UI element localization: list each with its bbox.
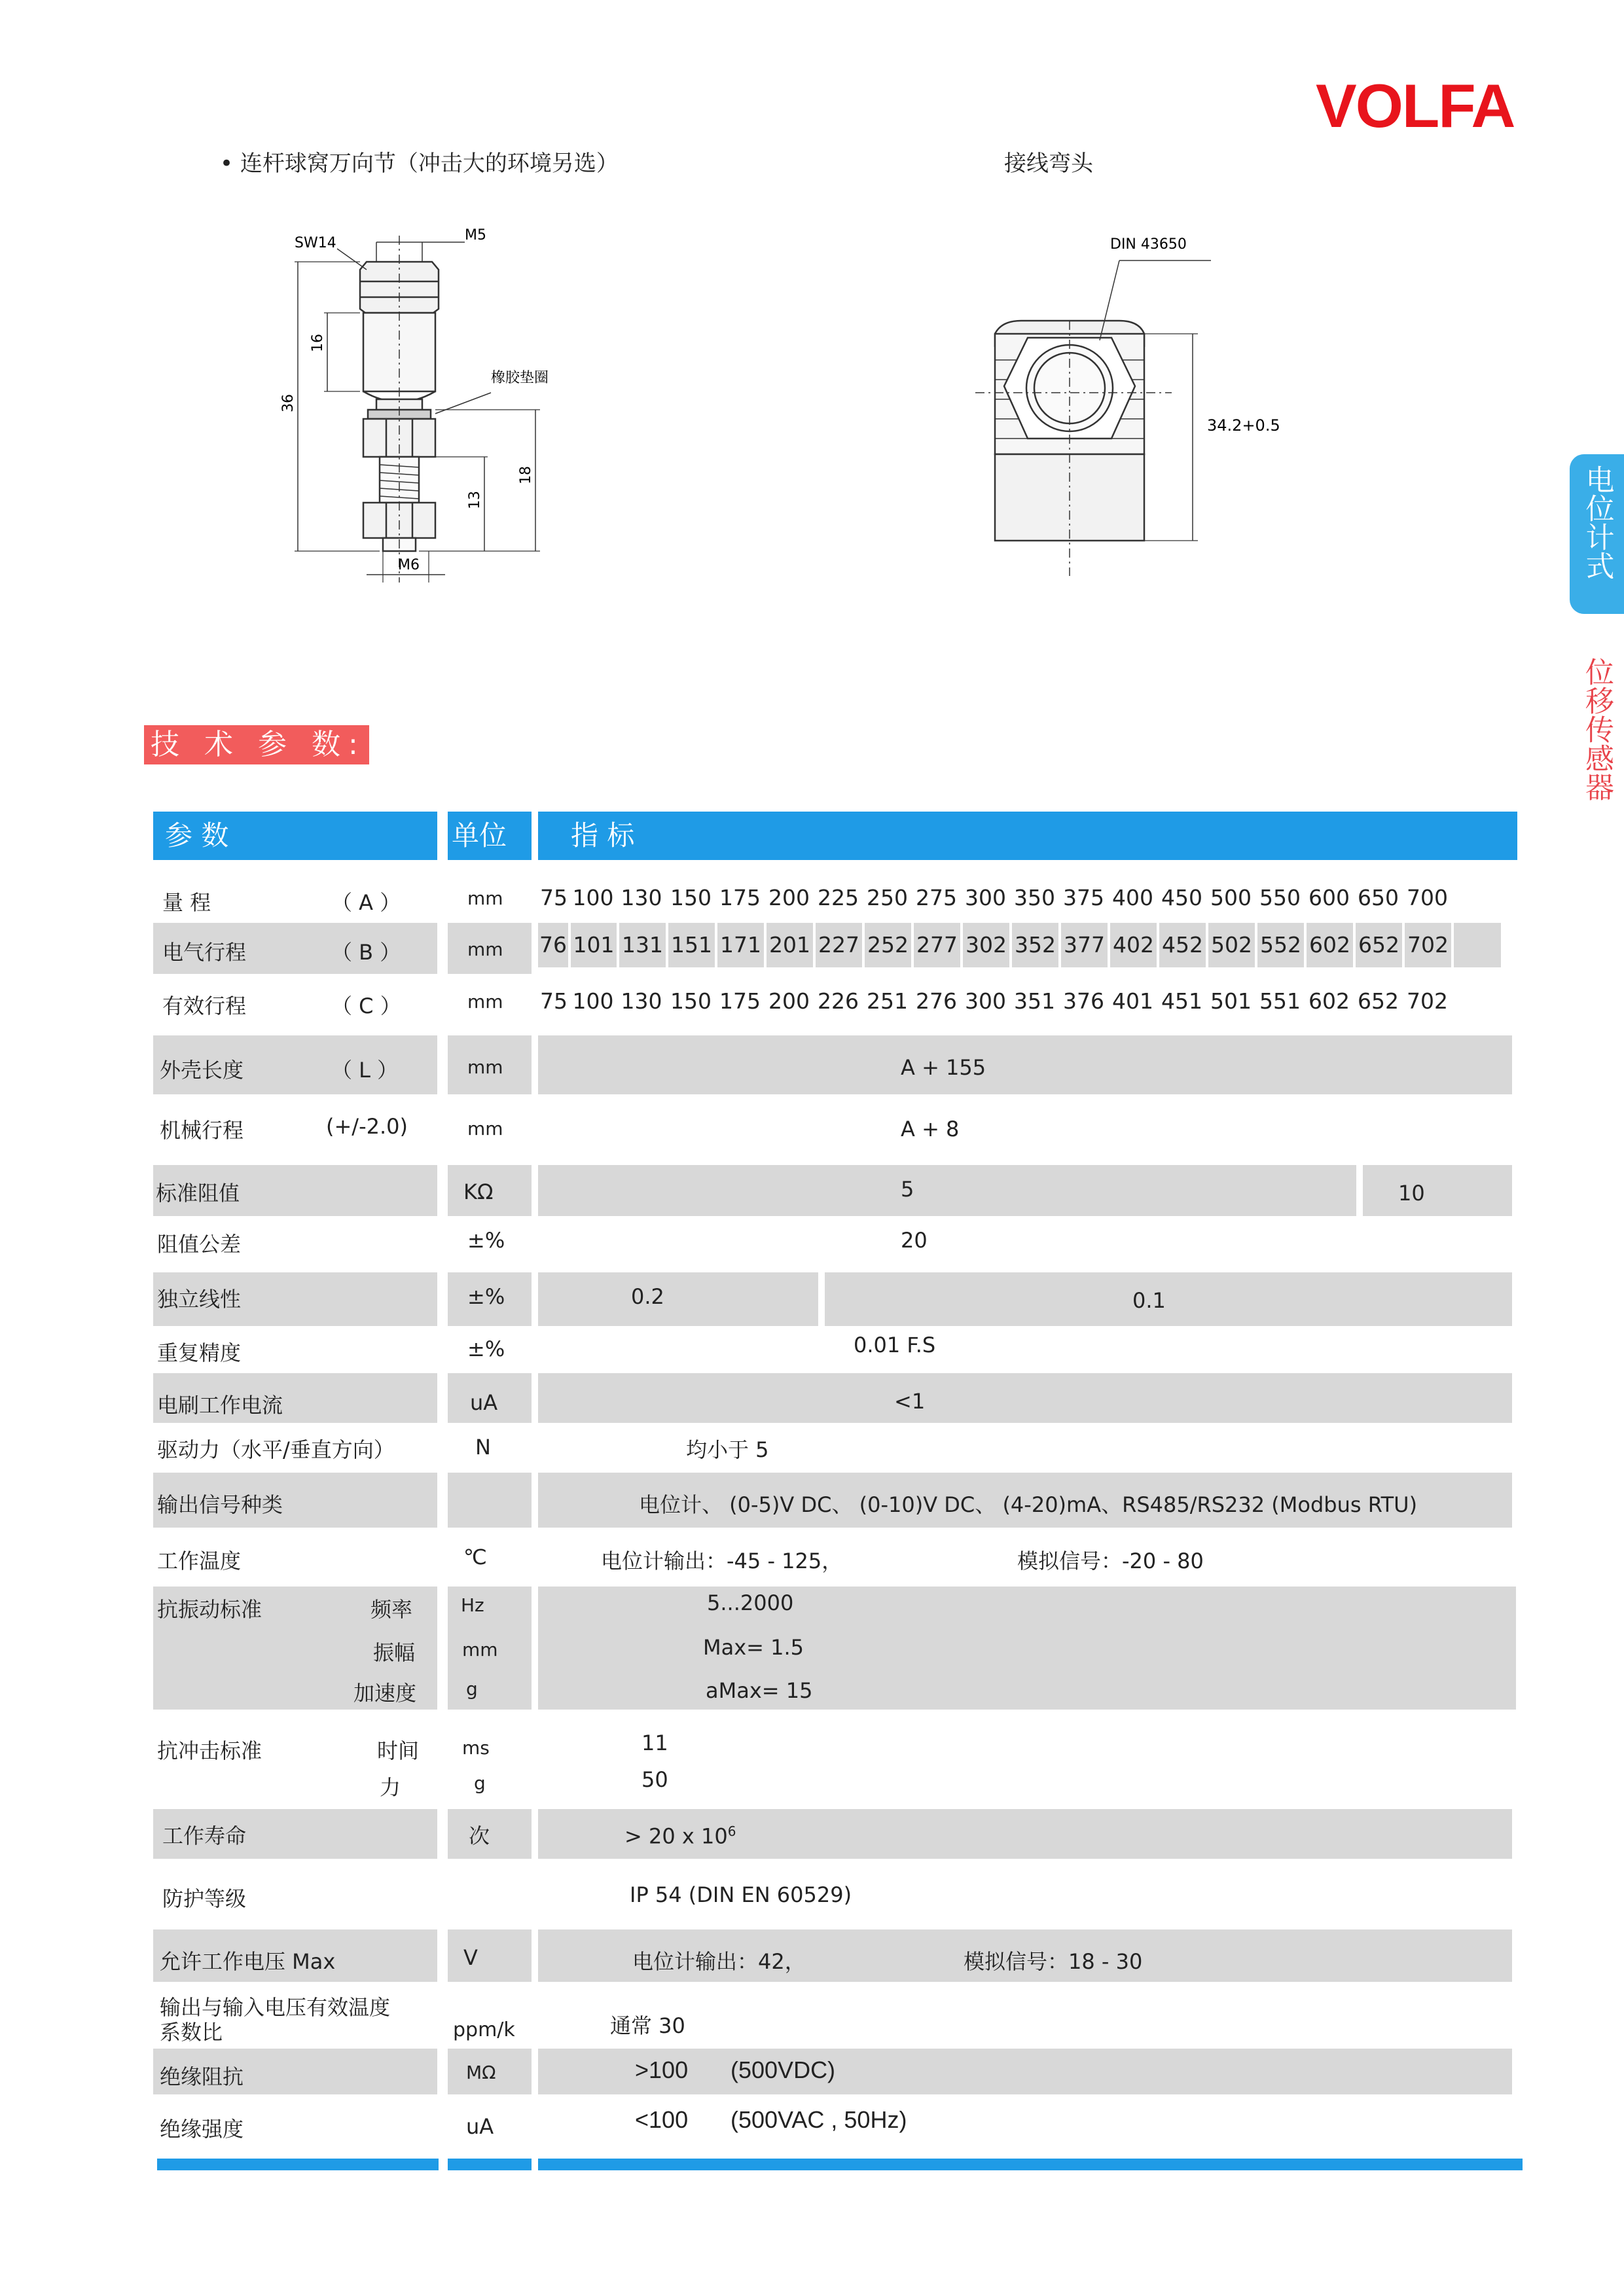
life-value [624,1823,736,1849]
length-label: 外壳长度 [160,1058,244,1083]
dim-18-label: 18 [518,466,534,484]
shock-time-label: 时间 [377,1738,420,1763]
life-value-exponent: 6 [727,1823,736,1839]
section-title: 技 术 参 数: [144,725,369,764]
tol-unit: ±% [467,1228,505,1253]
electrical-value: 652 [1356,923,1402,967]
range-value: 250 [867,885,908,910]
temp-label: 工作温度 [157,1549,242,1573]
volt-unit-cell [448,1929,532,1982]
length-value: A + 155 [901,1055,986,1080]
effective-value: 276 [916,988,957,1014]
electrical-value: 151 [668,923,715,967]
vib-value-cell [538,1587,1516,1710]
vib-freq-unit: Hz [461,1594,484,1616]
repeat-unit: ±% [467,1336,505,1361]
lin-value-0-2: 0.2 [631,1284,664,1309]
repeat-label: 重复精度 [157,1340,242,1365]
electrical-value: 227 [816,923,862,967]
electrical-value: 352 [1012,923,1058,967]
side-category-text [1574,657,1619,801]
resist-value-10: 10 [1398,1181,1425,1206]
tol-value: 20 [901,1228,928,1253]
volt-value-analog: 模拟信号：18 - 30 [964,1949,1143,1974]
electrical-code: （ B ） [331,940,401,965]
brand-logo: VOLFA [1316,71,1515,140]
electrical-value: 402 [1110,923,1157,967]
sw14-label: SW14 [295,235,336,251]
vib-accel-value: aMax= 15 [706,1678,813,1703]
effective-value: 100 [572,988,614,1014]
tc-unit: ppm/k [453,2018,515,2041]
dim-13-label: 13 [467,491,483,509]
effective-value: 351 [1014,988,1055,1014]
effective-unit: mm [467,991,503,1013]
insres-value: >100 [635,2056,689,2083]
tol-label: 阻值公差 [157,1232,242,1257]
tc-value: 通常 30 [610,2013,685,2038]
dim-16-label: 16 [310,334,326,352]
right-figure-caption: 接线弯头 [1004,151,1093,177]
effective-value: 702 [1407,988,1448,1014]
effective-label: 有效行程 [162,994,247,1018]
temp-value-potentiometer: 电位计输出：-45 - 125， [601,1549,843,1573]
connector-elbow-drawing [962,223,1329,589]
vib-freq-value: 5...2000 [707,1590,794,1615]
effective-code: （ C ） [331,994,401,1018]
tc-label-line2: 系数比 [160,2020,223,2045]
range-value: 300 [965,885,1006,910]
vib-accel-unit: g [466,1678,478,1700]
temp-unit: ℃ [463,1545,487,1570]
mech-unit: mm [467,1118,503,1139]
electrical-value-empty [1454,923,1501,967]
range-value: 550 [1259,885,1301,910]
range-value: 75 [540,885,568,910]
shock-force-label: 力 [380,1775,401,1800]
length-code: （ L ） [331,1058,399,1083]
range-unit: mm [467,888,503,909]
resist-label: 标准阻值 [156,1181,240,1206]
lin-value-0-1: 0.1 [1132,1288,1166,1313]
side-category-label: 位移传感器 [1580,657,1614,801]
electrical-label: 电气行程 [162,940,247,965]
electrical-value: 452 [1159,923,1206,967]
life-label: 工作寿命 [162,1823,247,1848]
electrical-value: 377 [1061,923,1108,967]
force-unit: N [475,1435,491,1460]
footer-bar-spec [538,2159,1523,2170]
effective-value: 300 [965,988,1006,1014]
length-unit: mm [467,1056,503,1078]
effective-value: 175 [719,988,761,1014]
shock-force-value: 50 [641,1767,668,1792]
electrical-value: 702 [1405,923,1451,967]
electrical-values [538,923,1504,967]
effective-value: 551 [1259,988,1301,1014]
dim-36-label: 36 [280,394,297,412]
rubber-washer-label: 橡胶垫圈 [491,370,549,386]
lin-value2-cell [825,1272,1512,1326]
range-value: 275 [916,885,957,910]
vib-accel-label: 加速度 [353,1681,417,1706]
vib-amplitude-label: 振幅 [373,1640,416,1665]
output-label: 输出信号种类 [157,1492,283,1517]
shock-time-unit: ms [462,1737,490,1759]
range-value: 700 [1407,885,1448,910]
header-unit: 单位 [448,812,532,860]
electrical-value: 201 [767,923,813,967]
vib-label: 抗振动标准 [157,1597,262,1622]
electrical-value: 76 [538,923,568,967]
electrical-value: 602 [1307,923,1353,967]
mech-value: A + 8 [901,1117,960,1141]
effective-value: 451 [1161,988,1202,1014]
length-value-cell [538,1035,1512,1094]
insstr-value: <100 [635,2106,689,2133]
range-value: 650 [1358,885,1399,910]
resist-value1-cell [538,1165,1356,1216]
range-label: 量 程 [162,890,211,915]
electrical-value: 302 [963,923,1009,967]
shock-time-value: 11 [641,1731,668,1755]
m5-label: M5 [465,227,486,243]
force-value: 均小于 5 [686,1437,769,1462]
electrical-value: 277 [914,923,960,967]
lin-value1-cell [538,1272,818,1326]
m6-label: M6 [398,557,420,573]
electrical-value: 171 [717,923,764,967]
life-value-base: > 20 x 10 [624,1823,728,1849]
insres-condition: (500VDC) [731,2056,836,2083]
effective-value: 401 [1112,988,1153,1014]
range-value: 175 [719,885,761,910]
range-value: 100 [572,885,614,910]
electrical-value: 131 [619,923,666,967]
mech-label: 机械行程 [160,1118,244,1143]
lin-label: 独立线性 [157,1287,242,1312]
resist-value2-cell [1363,1165,1512,1216]
ip-value: IP 54 (DIN EN 60529) [630,1882,852,1907]
effective-values [538,988,1452,1014]
mech-code: (+/-2.0) [326,1114,408,1139]
insstr-label: 绝缘强度 [160,2117,244,2142]
effective-value: 150 [670,988,712,1014]
footer-bar-param [157,2159,439,2170]
range-value: 150 [670,885,712,910]
volt-label: 允许工作电压 Max [160,1949,336,1974]
tc-label-line1: 输出与输入电压有效温度 [160,1995,391,2020]
effective-value: 501 [1210,988,1252,1014]
header-param: 参 数 [153,812,437,860]
brush-unit: uA [470,1390,498,1415]
shock-force-unit: g [474,1772,486,1794]
insres-label: 绝缘阻抗 [160,2064,244,2089]
vib-amplitude-value: Max= 1.5 [703,1635,804,1660]
insstr-condition: (500VAC , 50Hz) [731,2106,907,2133]
brush-label: 电刷工作电流 [157,1393,283,1418]
life-unit: 次 [469,1823,490,1848]
electrical-value: 552 [1257,923,1304,967]
ball-joint-drawing [262,216,602,596]
vib-freq-label: 频率 [370,1597,413,1622]
range-value: 600 [1308,885,1350,910]
resist-value-5: 5 [901,1177,914,1202]
output-value: 电位计、 (0-5)V DC、 (0-10)V DC、 (4-20)mA、RS485/RS232 (Modbus RTU) [639,1492,1418,1517]
header-spec: 指 标 [538,812,1517,860]
range-value: 350 [1014,885,1055,910]
ip-label: 防护等级 [162,1886,247,1911]
effective-value: 75 [540,988,568,1014]
range-value: 450 [1161,885,1202,910]
effective-value: 226 [818,988,859,1014]
effective-value: 376 [1063,988,1104,1014]
lin-unit: ±% [467,1284,505,1309]
insstr-unit: uA [466,2114,494,2139]
insres-unit: MΩ [466,2062,496,2083]
electrical-unit: mm [467,939,503,960]
range-value: 400 [1112,885,1153,910]
side-tab-potentiometer[interactable] [1570,454,1624,614]
din-43650-label: DIN 43650 [1110,236,1187,253]
side-tab-label: 电位计式 [1580,465,1614,580]
shock-label: 抗冲击标准 [157,1738,262,1763]
footer-bar-unit [448,2159,532,2170]
temp-value-analog: 模拟信号：-20 - 80 [1017,1549,1204,1573]
effective-value: 200 [768,988,810,1014]
range-value: 375 [1063,885,1104,910]
range-value: 500 [1210,885,1252,910]
left-figure-caption: • 连杆球窝万向节（冲击大的环境另选） [220,151,619,177]
effective-value: 652 [1358,988,1399,1014]
effective-value: 251 [867,988,908,1014]
volt-value-potentiometer: 电位计输出：42， [632,1949,806,1974]
brush-value-cell [538,1373,1512,1423]
range-value: 130 [621,885,662,910]
effective-value: 130 [621,988,662,1014]
range-value: 225 [818,885,859,910]
electrical-value: 502 [1208,923,1255,967]
resist-unit: KΩ [463,1179,494,1204]
range-values [538,885,1452,910]
effective-value: 602 [1308,988,1350,1014]
electrical-value: 101 [571,923,617,967]
vib-amplitude-unit: mm [462,1639,498,1660]
range-value: 200 [768,885,810,910]
volt-unit: V [463,1945,478,1970]
electrical-value: 252 [865,923,911,967]
repeat-value: 0.01 F.S [854,1333,936,1357]
output-unit-cell [448,1473,532,1528]
height-dim-label: 34.2+0.5 [1207,416,1280,435]
range-code: （ A ） [331,890,401,915]
brush-value: <1 [894,1389,926,1414]
force-label: 驱动力（水平/垂直方向） [157,1437,395,1462]
